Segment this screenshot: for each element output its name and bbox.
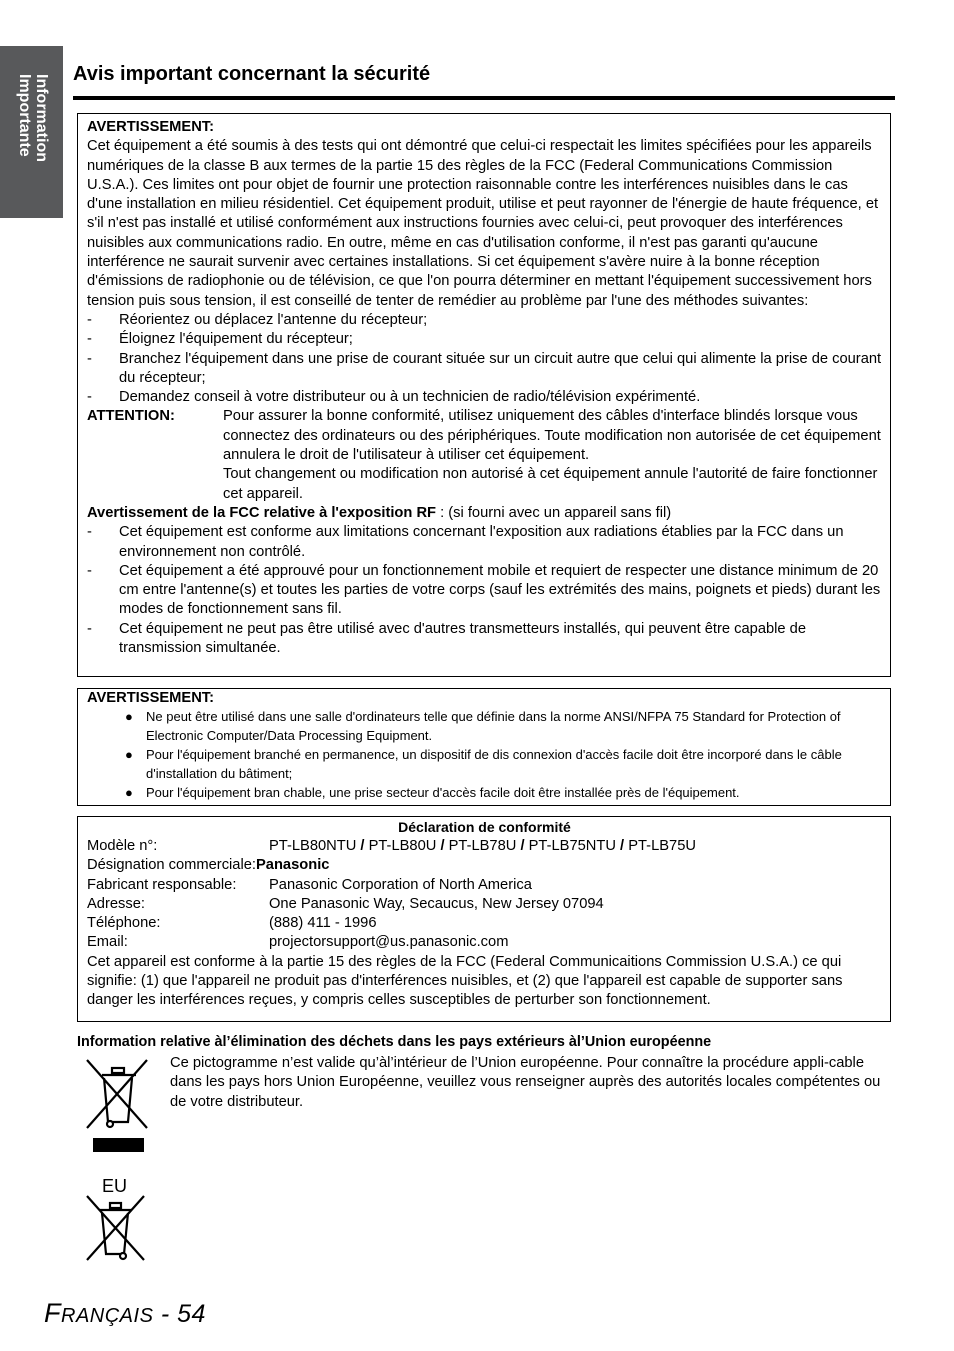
warning-heading: AVERTISSEMENT: bbox=[87, 690, 215, 706]
list-item: - Éloignez l'équipement du récepteur; bbox=[87, 331, 353, 348]
crossed-bin-icon bbox=[84, 1058, 152, 1130]
list-item: - Réorientez ou déplacez l'antenne du récepteur; bbox=[87, 311, 428, 328]
conformity-box bbox=[77, 816, 891, 1022]
elimination-heading: Information relative àl’élimination des déchets dans les pays extérieurs àl’Union européenne bbox=[77, 1034, 712, 1050]
attention-text: Pour assurer la bonne conformité, utilisez uniquement des câbles d'interface blindés lorsque vous connectez des ordinateurs ou des périphériques. Toute modification non autorisée de cet équipement annulera le droit de l'utilisateur à utiliser cet équipement. bbox=[223, 408, 881, 464]
info-row: Téléphone: (888) 411 - 1996 bbox=[87, 915, 377, 932]
eu-label: EU bbox=[102, 1176, 128, 1196]
attention-text: Tout changement ou modification non autorisé à cet équipement annule l'autorité de faire fonctionner cet appareil. bbox=[223, 466, 878, 502]
model-row: Modèle n°: PT-LB80NTU / PT-LB80U / PT-LB78U / PT-LB75NTU / PT-LB75U bbox=[87, 838, 696, 854]
attention-label: ATTENTION: bbox=[87, 408, 175, 425]
warning-heading: AVERTISSEMENT: bbox=[87, 119, 215, 135]
attention-block bbox=[87, 407, 882, 503]
title-rule bbox=[73, 96, 895, 100]
rf-note: : (si fourni avec un appareil sans fil) bbox=[436, 504, 672, 521]
info-row: Fabricant responsable: Panasonic Corporation of North America bbox=[87, 876, 532, 893]
crossed-bin-eu-icon bbox=[84, 1172, 152, 1264]
page-title: Avis important concernant la sécurité bbox=[73, 63, 431, 85]
conformity-title: Déclaration de conformité bbox=[398, 819, 571, 835]
warning-paragraph: Cet équipement a été soumis à des tests qui ont démontré que celui-ci respectait les limites spécifiées pour les appareils numériques de la classe B aux termes de la partie 15 des règles de la FCC (Federal Communications Commission U.S.A.). Ces limites ont pour objet de fournir une protection raisonnable contre les interférences nuisibles dans le cas d'une installation en milieu résidentiel. Cet équipement produit, utilise et peut rayonner de l'énergie de haute fréquence, et s'il n'est pas installé et utilisé conformément aux instructions fournies avec celui-ci, peut provoquer des interférences nuisibles aux communications radio. En outre, même en cas d'utilisation conforme, il n'est pas garanti qu'aucune interférence ne saurait survenir avec certaines installations. Si cet équipement s'avère nuire à la bonne réception d'émissions de radiophonie ou de télévision, ce que l'on pourra déterminer en mettant l'équipement successivement hors tension puis sous tension, il est conseillé de tenter de remédier au problème par l'une des méthodes suivantes: bbox=[87, 138, 879, 309]
list-item: - Demandez conseil à votre distributeur ou à un technicien de radio/télévision expérimenté. bbox=[87, 389, 701, 406]
page-footer: FRANÇAIS - 54 bbox=[44, 1298, 206, 1328]
list-item: ● Pour l'équipement branché en permanence, un dispositif de dis connexion d'accès facile doit être incorporé dans le câble d'installation du bâtiment; bbox=[125, 747, 842, 782]
side-tab bbox=[0, 46, 63, 218]
trade-name-row: Désignation commerciale:Panasonic bbox=[87, 857, 330, 874]
list-item: ● Ne peut être utilisé dans une salle d'ordinateurs telle que définie dans la norme ANSI/NFPA 75 Standard for Protection of Electronic Computer/Data Processing Equipment. bbox=[125, 709, 841, 744]
rf-heading: Avertissement de la FCC relative à l'exposition RF bbox=[87, 504, 437, 521]
fcc-warning-box bbox=[77, 113, 891, 677]
list-item: - Cet équipement ne peut pas être utilisé avec d'autres transmetteurs installés, qui peuvent être capable de transmission simultanée. bbox=[87, 620, 806, 657]
list-item: - Branchez l'équipement dans une prise de courant située sur un circuit autre que celui qui alimente la prise de courant du récepteur; bbox=[87, 350, 882, 386]
list-item: - Cet équipement a été approuvé pour un fonctionnement mobile et requiert de respecter une distance minimum de 20 cm entre l'antenne(s) et toutes les parties de votre corps (sauf les extrémités des mains, poignets et pieds) durant les modes de fonctionnement sans fil. bbox=[87, 562, 881, 618]
installation-warning-box bbox=[77, 688, 891, 806]
conformity-statement: Cet appareil est conforme à la partie 15 des règles de la FCC (Federal Communicaitions Commission U.S.A.) ce qui signifie: (1) que l'appareil ne produit pas d'interférences nuisibles, et (2) que l'appareil est capable de supporter sans danger les interférences reçues, y compris celles susceptibles de perturber son fonctionnement. bbox=[87, 953, 843, 1009]
bin-underline-bar bbox=[93, 1138, 144, 1152]
info-row: Email: projectorsupport@us.panasonic.com bbox=[87, 934, 509, 951]
elimination-text: Ce pictogramme n’est valide qu’àl’intérieur de l’Union européenne. Pour connaître la procédure appli-cable dans les pays hors Union Européenne, veuillez vous renseigner auprès des autorités locales compétentes ou de votre distributeur. bbox=[170, 1055, 881, 1110]
list-item: ● Pour l'équipement bran chable, une prise secteur d'accès facile doit être installée près de l'équipement. bbox=[125, 784, 740, 800]
side-tab-label: Information Importante bbox=[16, 74, 50, 162]
rf-heading-line bbox=[87, 504, 882, 523]
list-item: - Cet équipement est conforme aux limitations concernant l'exposition aux radiations établies par la FCC dans un environnement non contrôlé. bbox=[87, 524, 844, 560]
info-row: Adresse: One Panasonic Way, Secaucus, New Jersey 07094 bbox=[87, 895, 604, 912]
